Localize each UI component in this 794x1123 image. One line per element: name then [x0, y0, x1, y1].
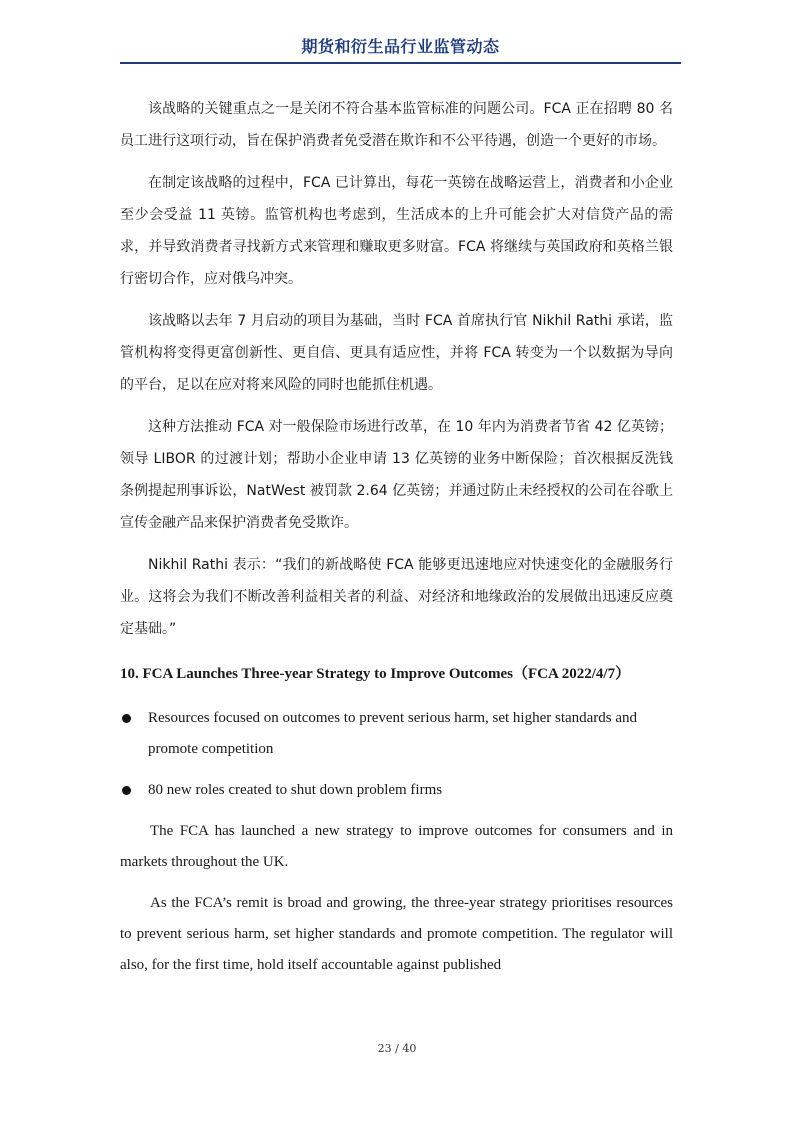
bullet-item — [120, 703, 673, 765]
page-content — [120, 93, 673, 991]
bullet-text: 80 new roles created to shut down problem firms — [148, 782, 443, 798]
paragraph-en-1: The FCA has launched a new strategy to improve outcomes for consumers and in markets throughout the UK. — [120, 823, 673, 870]
page-number: 23 / 40 — [377, 1042, 417, 1055]
paragraph-zh-1: 该战略的关键重点之一是关闭不符合基本监管标准的问题公司。FCA 正在招聘 80 名员工进行这项行动，旨在保护消费者免受潜在欺诈和不公平待遇，创造一个更好的市场。 — [120, 101, 673, 149]
paragraph-zh-5: Nikhil Rathi 表示：“我们的新战略使 FCA 能够更迅速地应对快速变化的金融服务行业。这将会为我们不断改善利益相关者的利益、对经济和地缘政治的发展做出迅速反应奠定基础。” — [120, 557, 673, 637]
paragraph-en-2: As the FCA’s remit is broad and growing, the three-year strategy prioritises resources to prevent serious harm, set higher standards and promote competition. The regulator will also, for the first time, hold itself accountable against published — [120, 895, 673, 973]
bullet-dot-icon — [122, 786, 131, 795]
bullet-item — [120, 775, 673, 806]
paragraph-zh-3: 该战略以去年 7 月启动的项目为基础，当时 FCA 首席执行官 Nikhil Rathi 承诺，监管机构将变得更富创新性、更自信、更具有适应性，并将 FCA 转变为一个以数据为导向的平台，足以在应对将来风险的同时也能抓住机遇。 — [120, 313, 673, 393]
section-heading: 10. FCA Launches Three-year Strategy to Improve Outcomes（FCA 2022/4/7） — [120, 666, 631, 682]
bullet-dot-icon — [122, 714, 131, 723]
header-title: 期货和衍生品行业监管动态 — [301, 37, 500, 56]
paragraph-zh-2: 在制定该战略的过程中，FCA 已计算出，每花一英镑在战略运营上，消费者和小企业至少会受益 11 英镑。监管机构也考虑到，生活成本的上升可能会扩大对信贷产品的需求，并导致消费者寻找新方式来管理和赚取更多财富。FCA 将继续与英国政府和英格兰银行密切合作，应对俄乌冲突。 — [120, 175, 673, 287]
page-header — [120, 36, 681, 64]
paragraph-zh-4: 这种方法推动 FCA 对一般保险市场进行改革，在 10 年内为消费者节省 42 亿英镑；领导 LIBOR 的过渡计划；帮助小企业申请 13 亿英镑的业务中断保险；首次根据反洗钱条例提起刑事诉讼，NatWest 被罚款 2.64 亿英镑；并通过防止未经授权的公司在谷歌上宣传金融产品来保护消费者免受欺诈。 — [120, 419, 673, 531]
bullet-text: Resources focused on outcomes to prevent serious harm, set higher standards and promote competition — [148, 710, 638, 757]
bullet-list — [120, 703, 673, 806]
